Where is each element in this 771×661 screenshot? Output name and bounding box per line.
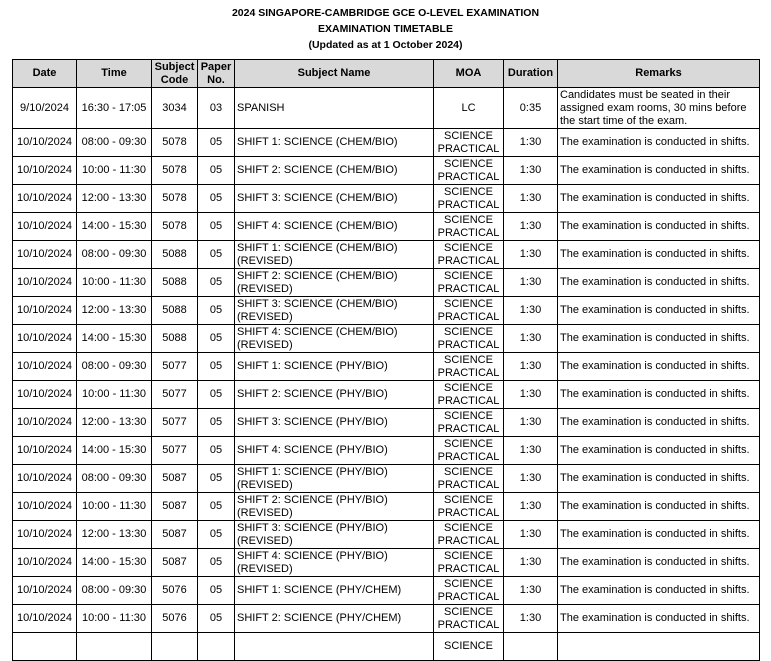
cell-date: 10/10/2024 [13, 437, 77, 465]
document-title: 2024 SINGAPORE-CAMBRIDGE GCE O-LEVEL EXAMINATION [231, 7, 540, 19]
cell-subject-name: SHIFT 1: SCIENCE (CHEM/BIO) (REVISED) [235, 241, 434, 269]
cell-moa: SCIENCE PRACTICAL [434, 381, 504, 409]
cell-remarks: The examination is conducted in shifts. [558, 577, 760, 605]
cell-remarks: The examination is conducted in shifts. [558, 521, 760, 549]
cell-paper-no: 05 [198, 577, 235, 605]
table-row [13, 269, 760, 297]
cell-duration: 1:30 [504, 185, 558, 213]
cell-paper-no: 05 [198, 437, 235, 465]
cell-subject-name: SHIFT 3: SCIENCE (PHY/BIO) (REVISED) [235, 521, 434, 549]
cell-time: 12:00 - 13:30 [77, 185, 152, 213]
cell-subject-name: SHIFT 2: SCIENCE (PHY/BIO) (REVISED) [235, 493, 434, 521]
cell-duration: 1:30 [504, 493, 558, 521]
cell-time: 08:00 - 09:30 [77, 241, 152, 269]
cell-time: 12:00 - 13:30 [77, 521, 152, 549]
cell-subject-code: 5078 [152, 213, 198, 241]
cell-time: 14:00 - 15:30 [77, 213, 152, 241]
col-moa: MOA [434, 60, 504, 88]
cell-remarks: The examination is conducted in shifts. [558, 269, 760, 297]
cell-moa: SCIENCE PRACTICAL [434, 353, 504, 381]
cell-paper-no: 03 [198, 88, 235, 129]
cell-duration: 1:30 [504, 577, 558, 605]
header-row [13, 60, 760, 88]
cell-time: 10:00 - 11:30 [77, 493, 152, 521]
col-remarks: Remarks [558, 60, 760, 88]
cell-paper-no: 05 [198, 381, 235, 409]
cell-subject-code: 5077 [152, 409, 198, 437]
cell-remarks: The examination is conducted in shifts. [558, 381, 760, 409]
cell-date: 10/10/2024 [13, 129, 77, 157]
cell-duration: 1:30 [504, 381, 558, 409]
cell-subject-name: SHIFT 4: SCIENCE (CHEM/BIO) [235, 213, 434, 241]
cell-subject-name: SHIFT 4: SCIENCE (CHEM/BIO) (REVISED) [235, 325, 434, 353]
cell-date: 10/10/2024 [13, 241, 77, 269]
cell-date: 10/10/2024 [13, 521, 77, 549]
cell-remarks: The examination is conducted in shifts. [558, 213, 760, 241]
cell-subject-code: 3034 [152, 88, 198, 129]
cell-duration: 1:30 [504, 269, 558, 297]
table-row [13, 437, 760, 465]
cell-duration [504, 633, 558, 661]
cell-time: 08:00 - 09:30 [77, 129, 152, 157]
table-row [13, 577, 760, 605]
cell-subject-name: SPANISH [235, 88, 434, 129]
table-row [13, 605, 760, 633]
table-row [13, 88, 760, 129]
cell-date: 10/10/2024 [13, 353, 77, 381]
cell-subject-code: 5087 [152, 521, 198, 549]
table-row [13, 353, 760, 381]
cell-subject-code [152, 633, 198, 661]
cell-moa: SCIENCE PRACTICAL [434, 325, 504, 353]
cell-subject-code: 5088 [152, 241, 198, 269]
table-row [13, 493, 760, 521]
cell-remarks: The examination is conducted in shifts. [558, 353, 760, 381]
table-row [13, 241, 760, 269]
cell-subject-code: 5088 [152, 297, 198, 325]
cell-subject-name: SHIFT 4: SCIENCE (PHY/BIO) [235, 437, 434, 465]
cell-subject-code: 5078 [152, 157, 198, 185]
cell-remarks: The examination is conducted in shifts. [558, 129, 760, 157]
cell-moa: SCIENCE PRACTICAL [434, 213, 504, 241]
cell-moa: SCIENCE PRACTICAL [434, 241, 504, 269]
cell-duration: 1:30 [504, 129, 558, 157]
cell-subject-code: 5076 [152, 605, 198, 633]
cell-remarks: Candidates must be seated in their assigned exam rooms, 30 mins before the start time of the exam. [558, 88, 760, 129]
cell-subject-name: SHIFT 1: SCIENCE (CHEM/BIO) [235, 129, 434, 157]
cell-duration: 1:30 [504, 157, 558, 185]
table-row [13, 381, 760, 409]
cell-date: 10/10/2024 [13, 465, 77, 493]
cell-remarks: The examination is conducted in shifts. [558, 297, 760, 325]
cell-paper-no: 05 [198, 325, 235, 353]
cell-moa: LC [434, 88, 504, 129]
cell-paper-no: 05 [198, 353, 235, 381]
cell-moa: SCIENCE PRACTICAL [434, 409, 504, 437]
cell-time: 08:00 - 09:30 [77, 465, 152, 493]
table-row [13, 409, 760, 437]
cell-duration: 1:30 [504, 213, 558, 241]
cell-date: 9/10/2024 [13, 88, 77, 129]
cell-time: 08:00 - 09:30 [77, 353, 152, 381]
cell-remarks [558, 633, 760, 661]
cell-time: 12:00 - 13:30 [77, 297, 152, 325]
cell-date: 10/10/2024 [13, 157, 77, 185]
cell-paper-no [198, 633, 235, 661]
cell-paper-no: 05 [198, 185, 235, 213]
cell-remarks: The examination is conducted in shifts. [558, 493, 760, 521]
cell-duration: 1:30 [504, 297, 558, 325]
cell-time: 10:00 - 11:30 [77, 269, 152, 297]
cell-date [13, 633, 77, 661]
cell-date: 10/10/2024 [13, 325, 77, 353]
table-row [13, 633, 760, 661]
cell-subject-code: 5087 [152, 549, 198, 577]
cell-time: 08:00 - 09:30 [77, 577, 152, 605]
cell-date: 10/10/2024 [13, 269, 77, 297]
cell-paper-no: 05 [198, 297, 235, 325]
cell-paper-no: 05 [198, 129, 235, 157]
table-row [13, 129, 760, 157]
cell-subject-code: 5077 [152, 353, 198, 381]
cell-moa: SCIENCE PRACTICAL [434, 437, 504, 465]
col-duration: Duration [504, 60, 558, 88]
cell-paper-no: 05 [198, 409, 235, 437]
cell-time: 12:00 - 13:30 [77, 409, 152, 437]
cell-duration: 1:30 [504, 521, 558, 549]
cell-subject-name: SHIFT 2: SCIENCE (PHY/CHEM) [235, 605, 434, 633]
cell-moa: SCIENCE [434, 633, 504, 661]
cell-subject-code: 5087 [152, 465, 198, 493]
cell-subject-code: 5077 [152, 381, 198, 409]
cell-duration: 1:30 [504, 549, 558, 577]
cell-subject-code: 5088 [152, 325, 198, 353]
cell-time [77, 633, 152, 661]
cell-subject-name: SHIFT 1: SCIENCE (PHY/BIO) (REVISED) [235, 465, 434, 493]
cell-date: 10/10/2024 [13, 493, 77, 521]
cell-duration: 1:30 [504, 325, 558, 353]
cell-subject-name: SHIFT 2: SCIENCE (CHEM/BIO) [235, 157, 434, 185]
table-row [13, 297, 760, 325]
table-row [13, 325, 760, 353]
cell-duration: 1:30 [504, 437, 558, 465]
col-subject-name: Subject Name [235, 60, 434, 88]
table-row [13, 157, 760, 185]
cell-moa: SCIENCE PRACTICAL [434, 549, 504, 577]
update-note: (Updated as at 1 October 2024) [308, 39, 463, 51]
cell-remarks: The examination is conducted in shifts. [558, 605, 760, 633]
cell-paper-no: 05 [198, 241, 235, 269]
table-row [13, 521, 760, 549]
cell-remarks: The examination is conducted in shifts. [558, 325, 760, 353]
cell-paper-no: 05 [198, 605, 235, 633]
cell-date: 10/10/2024 [13, 549, 77, 577]
cell-duration: 1:30 [504, 241, 558, 269]
cell-date: 10/10/2024 [13, 381, 77, 409]
cell-time: 16:30 - 17:05 [77, 88, 152, 129]
table-row [13, 465, 760, 493]
cell-paper-no: 05 [198, 521, 235, 549]
cell-remarks: The examination is conducted in shifts. [558, 241, 760, 269]
cell-remarks: The examination is conducted in shifts. [558, 437, 760, 465]
cell-date: 10/10/2024 [13, 409, 77, 437]
cell-paper-no: 05 [198, 465, 235, 493]
timetable [12, 59, 760, 661]
cell-subject-code: 5077 [152, 437, 198, 465]
cell-moa: SCIENCE PRACTICAL [434, 297, 504, 325]
cell-remarks: The examination is conducted in shifts. [558, 185, 760, 213]
cell-remarks: The examination is conducted in shifts. [558, 409, 760, 437]
cell-moa: SCIENCE PRACTICAL [434, 605, 504, 633]
col-subject-code: Subject Code [152, 60, 198, 88]
cell-moa: SCIENCE PRACTICAL [434, 269, 504, 297]
cell-subject-code: 5088 [152, 269, 198, 297]
cell-paper-no: 05 [198, 213, 235, 241]
cell-date: 10/10/2024 [13, 185, 77, 213]
cell-date: 10/10/2024 [13, 577, 77, 605]
cell-duration: 1:30 [504, 465, 558, 493]
cell-subject-name: SHIFT 1: SCIENCE (PHY/CHEM) [235, 577, 434, 605]
col-paper-no: Paper No. [198, 60, 235, 88]
cell-time: 14:00 - 15:30 [77, 549, 152, 577]
cell-remarks: The examination is conducted in shifts. [558, 157, 760, 185]
cell-time: 10:00 - 11:30 [77, 157, 152, 185]
cell-subject-code: 5076 [152, 577, 198, 605]
cell-paper-no: 05 [198, 269, 235, 297]
cell-subject-name [235, 633, 434, 661]
cell-subject-code: 5078 [152, 185, 198, 213]
cell-duration: 1:30 [504, 409, 558, 437]
cell-date: 10/10/2024 [13, 213, 77, 241]
cell-moa: SCIENCE PRACTICAL [434, 129, 504, 157]
cell-moa: SCIENCE PRACTICAL [434, 157, 504, 185]
cell-subject-name: SHIFT 2: SCIENCE (PHY/BIO) [235, 381, 434, 409]
cell-moa: SCIENCE PRACTICAL [434, 185, 504, 213]
cell-duration: 1:30 [504, 353, 558, 381]
cell-time: 14:00 - 15:30 [77, 437, 152, 465]
cell-subject-name: SHIFT 4: SCIENCE (PHY/BIO) (REVISED) [235, 549, 434, 577]
cell-time: 10:00 - 11:30 [77, 605, 152, 633]
cell-moa: SCIENCE PRACTICAL [434, 577, 504, 605]
document-subtitle: EXAMINATION TIMETABLE [318, 23, 453, 35]
table-row [13, 549, 760, 577]
cell-time: 14:00 - 15:30 [77, 325, 152, 353]
cell-moa: SCIENCE PRACTICAL [434, 521, 504, 549]
cell-paper-no: 05 [198, 493, 235, 521]
cell-paper-no: 05 [198, 549, 235, 577]
cell-subject-code: 5087 [152, 493, 198, 521]
cell-paper-no: 05 [198, 157, 235, 185]
cell-date: 10/10/2024 [13, 297, 77, 325]
cell-subject-name: SHIFT 3: SCIENCE (CHEM/BIO) [235, 185, 434, 213]
cell-subject-name: SHIFT 1: SCIENCE (PHY/BIO) [235, 353, 434, 381]
table-row [13, 213, 760, 241]
cell-subject-code: 5078 [152, 129, 198, 157]
cell-subject-name: SHIFT 3: SCIENCE (PHY/BIO) [235, 409, 434, 437]
table-row [13, 185, 760, 213]
col-date: Date [13, 60, 77, 88]
cell-time: 10:00 - 11:30 [77, 381, 152, 409]
cell-duration: 0:35 [504, 88, 558, 129]
cell-duration: 1:30 [504, 605, 558, 633]
cell-remarks: The examination is conducted in shifts. [558, 549, 760, 577]
document-header [0, 5, 771, 53]
cell-moa: SCIENCE PRACTICAL [434, 465, 504, 493]
cell-remarks: The examination is conducted in shifts. [558, 465, 760, 493]
cell-moa: SCIENCE PRACTICAL [434, 493, 504, 521]
cell-subject-name: SHIFT 2: SCIENCE (CHEM/BIO) (REVISED) [235, 269, 434, 297]
cell-subject-name: SHIFT 3: SCIENCE (CHEM/BIO) (REVISED) [235, 297, 434, 325]
col-time: Time [77, 60, 152, 88]
cell-date: 10/10/2024 [13, 605, 77, 633]
